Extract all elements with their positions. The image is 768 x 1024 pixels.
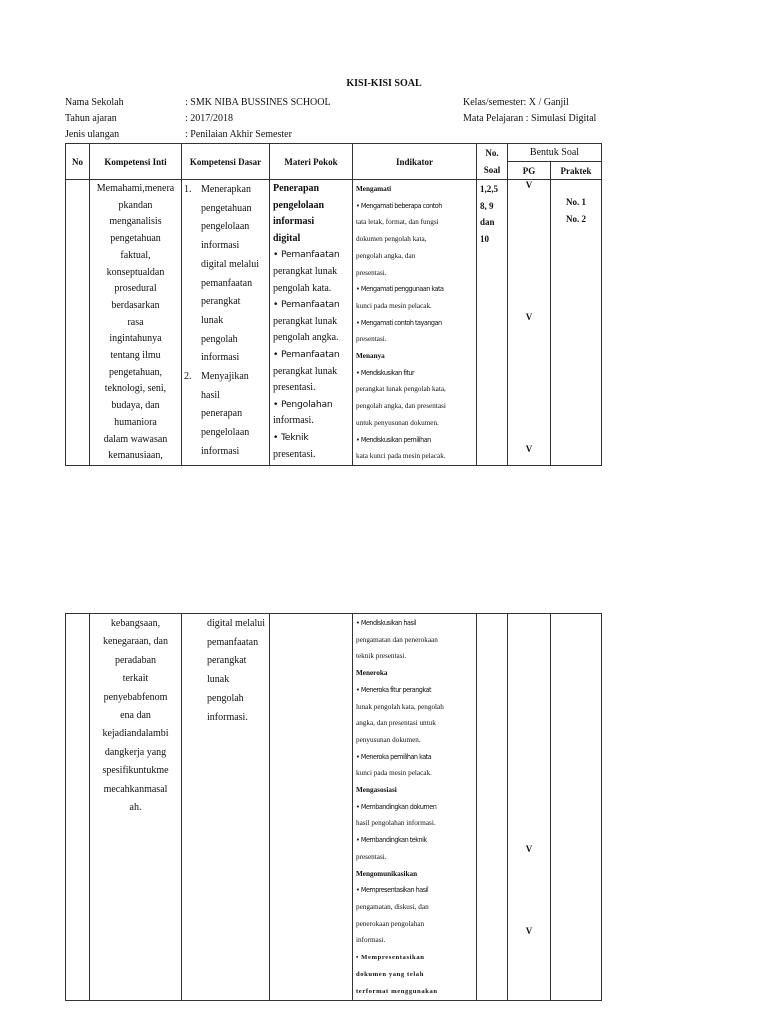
pg-mark: V: [525, 844, 533, 854]
indikator-cell: [353, 180, 477, 466]
indikator-line: • Mengamati beberapa contoh: [356, 200, 442, 210]
kompetensi-inti-line: mecahkanmasal: [103, 783, 168, 795]
indikator-line: • Mempresentasikan hasil: [356, 885, 429, 895]
kompetensi-dasar-line: hasil: [201, 389, 220, 401]
indikator-line: perangkat lunak pengolah kata,: [356, 385, 446, 394]
kompetensi-inti-cell: [90, 614, 182, 1001]
no-cell: [66, 180, 90, 466]
kompetensi-dasar-line: pengelolaan: [201, 221, 250, 233]
header-praktek: Praktek: [551, 162, 602, 180]
header-no-soal: [477, 144, 508, 180]
kompetensi-inti-line: spesifikuntukme: [102, 765, 169, 777]
praktek-line: No. 1: [566, 197, 586, 207]
indikator-line: hasil pengolahan informasi.: [356, 819, 436, 828]
indikator-line: lunak pengolah kata, pengolah: [356, 702, 444, 711]
indikator-section-title: Mengomunikasikan: [356, 869, 418, 878]
kisi-table-1: [65, 143, 602, 466]
info-values: [185, 95, 331, 143]
materi-pokok-bullet: • Pemanfaatan: [273, 299, 340, 311]
kompetensi-inti-line: konseptualdan: [106, 266, 165, 278]
praktek-cell: [551, 614, 602, 1001]
mata-pelajaran: Mata Pelajaran : Simulasi Digital: [463, 113, 597, 124]
kompetensi-inti-line: teknologi, seni,: [104, 383, 167, 395]
no-soal-line: 10: [480, 233, 489, 244]
materi-pokok-cell: [270, 614, 353, 1001]
materi-pokok-line: perangkat lunak: [273, 365, 338, 377]
indikator-line: penerokaan pengolahan: [356, 919, 425, 928]
kompetensi-inti-line: faktual,: [120, 249, 151, 261]
kompetensi-inti-line: pengetahuan,: [108, 366, 163, 378]
kompetensi-inti-line: pkandan: [118, 199, 153, 211]
kompetensi-inti-line: budaya, dan: [111, 400, 160, 412]
kompetensi-dasar-line: pengolah: [207, 692, 244, 704]
indikator-line: presentasi.: [356, 852, 387, 861]
page-title: KISI-KISI SOAL: [346, 78, 422, 89]
indikator-line: dokumen yang telah: [356, 971, 424, 979]
jenis-ulangan-label: Jenis ulangan: [65, 129, 120, 140]
kompetensi-dasar-line: digital melalui: [207, 618, 266, 629]
indikator-line: untuk penyusunan dokumen.: [356, 418, 439, 427]
kompetensi-inti-line: ena dan: [120, 710, 151, 722]
indikator-line: • Meneroka fitur perangkat: [356, 684, 432, 694]
indikator-line: pengolah angka, dan: [356, 251, 416, 260]
indikator-line: pengamatan, diskusi, dan: [356, 902, 429, 911]
kompetensi-dasar-line: pengolah: [201, 333, 238, 345]
kompetensi-dasar-line: informasi: [201, 445, 240, 457]
kelas-semester: Kelas/semester: X / Ganjil: [463, 97, 569, 108]
kompetensi-inti-line: Memahami,menera: [96, 183, 175, 194]
indikator-line: • Membandingkan teknik: [356, 835, 427, 845]
kompetensi-inti-line: kemanusiaan,: [108, 450, 163, 462]
kompetensi-inti-line: dangkerja yang: [104, 746, 167, 758]
indikator-line: • Mendiskusikan pemilihan: [356, 434, 431, 444]
materi-pokok-heading-line: Penerapan: [273, 183, 320, 194]
indikator-line: • Membandingkan dokumen: [356, 801, 437, 811]
indikator-line: kunci pada mesin pelacak.: [356, 301, 432, 310]
kompetensi-dasar-cell: [182, 614, 270, 1001]
materi-pokok-line: perangkat lunak: [273, 265, 338, 277]
kd-item-1-number: 1.: [184, 184, 192, 195]
materi-pokok-line: presentasi.: [273, 382, 316, 394]
indikator-line: • Mempresentasikan: [356, 954, 425, 962]
materi-pokok-line: informasi.: [273, 415, 314, 427]
indikator-section-title: Mengamati: [356, 185, 392, 193]
kisi-table-2: [65, 613, 602, 1001]
materi-pokok-line: pengolah angka.: [273, 332, 339, 344]
kompetensi-dasar-line: digital melalui: [201, 258, 260, 270]
pg-mark: V: [525, 180, 533, 190]
indikator-line: informasi.: [356, 936, 386, 945]
kompetensi-inti-line: prosedural: [114, 283, 157, 295]
indikator-line: tata letak, format, dan fungsi: [356, 218, 439, 227]
kompetensi-inti-line: pengetahuan: [110, 233, 161, 245]
kompetensi-dasar-line: perangkat: [207, 655, 247, 667]
indikator-line: kunci pada mesin pelacak.: [356, 769, 432, 778]
kompetensi-inti-line: berdasarkan: [111, 299, 160, 311]
kompetensi-inti-line: ingintahunya: [109, 333, 162, 345]
pg-cell: [508, 180, 551, 466]
kompetensi-dasar-line: pemanfaatan: [207, 636, 259, 648]
info-right: [463, 95, 596, 127]
kompetensi-dasar-line: perangkat: [201, 296, 241, 308]
indikator-line: presentasi.: [356, 268, 387, 277]
no-soal-line: 8, 9: [480, 200, 494, 211]
pg-cell: [508, 614, 551, 1001]
info-labels: [65, 95, 124, 143]
header-kompetensi-dasar: Kompetensi Dasar: [182, 144, 270, 180]
tahun-ajaran-value: : 2017/2018: [185, 113, 234, 124]
materi-pokok-heading-line: digital: [273, 232, 301, 244]
header-bentuk-soal: Bentuk Soal: [508, 144, 602, 162]
indikator-line: dokumen pengolah kata,: [356, 235, 427, 244]
materi-pokok-line: presentasi.: [273, 448, 316, 460]
materi-pokok-heading-line: pengelolaan: [273, 199, 325, 211]
pg-mark: V: [525, 926, 533, 936]
kompetensi-inti-line: ah.: [129, 802, 142, 814]
kompetensi-dasar-line: informasi: [201, 240, 240, 252]
pg-mark: V: [525, 444, 533, 454]
materi-pokok-line: perangkat lunak: [273, 315, 338, 327]
kompetensi-inti-line: menganalisis: [109, 216, 162, 228]
indikator-line: • Mendiskusikan hasil: [356, 618, 416, 627]
indikator-line: presentasi.: [356, 335, 387, 344]
pg-mark: V: [525, 312, 533, 322]
kompetensi-dasar-line: lunak: [207, 674, 230, 686]
indikator-line: • Mengamati penggunaan kata: [356, 284, 444, 294]
materi-pokok-cell: [270, 180, 353, 466]
kompetensi-dasar-line: penerapan: [201, 408, 243, 420]
kompetensi-inti-line: terkait: [122, 673, 149, 685]
kompetensi-inti-cell: [90, 180, 182, 466]
kd-item-2: [182, 368, 269, 462]
tahun-ajaran-label: Tahun ajaran: [65, 113, 117, 124]
header-pg: PG: [508, 162, 551, 180]
materi-pokok-bullet: • Pemanfaatan: [273, 348, 340, 360]
kompetensi-inti-line: dalam wawasan: [103, 433, 168, 445]
kompetensi-inti-line: humaniora: [114, 416, 157, 428]
indikator-line: pengamatan dan penerokaan: [356, 635, 438, 644]
kompetensi-dasar-cell: [182, 180, 270, 466]
kompetensi-inti-line: rasa: [127, 316, 144, 328]
header-indikator: Indikator: [353, 144, 477, 180]
header-no-soal-line1: No.: [485, 147, 499, 158]
kompetensi-inti-line: tentang ilmu: [110, 350, 161, 362]
indikator-line: • Mengamati contoh tayangan: [356, 317, 442, 327]
kd-item-1: [182, 181, 269, 368]
materi-pokok-line: pengolah kata.: [273, 282, 332, 294]
indikator-line: teknik presentasi.: [356, 652, 407, 661]
kompetensi-inti-line: peradaban: [114, 654, 157, 666]
materi-pokok-bullet: • Teknik: [273, 431, 309, 443]
kompetensi-dasar-line: Menyajikan: [201, 371, 249, 383]
header-no: No: [66, 144, 90, 180]
indikator-line: penyusunan dokumen.: [356, 735, 421, 744]
kompetensi-dasar-line: pemanfaatan: [201, 277, 253, 289]
no-cell: [66, 614, 90, 1001]
kompetensi-inti-line: kenegaraan, dan: [103, 636, 168, 648]
indikator-cell: [353, 614, 477, 1001]
indikator-section-title: Menanya: [356, 352, 385, 361]
praktek-cell: [551, 180, 602, 466]
materi-pokok-bullet: • Pemanfaatan: [273, 249, 340, 261]
no-soal-line: dan: [480, 217, 495, 227]
indikator-line: kata kunci pada mesin pelacak.: [356, 452, 446, 461]
nama-sekolah-value: : SMK NIBA BUSSINES SCHOOL: [185, 97, 331, 108]
nama-sekolah-label: Nama Sekolah: [65, 97, 124, 108]
indikator-line: angka, dan presentasi untuk: [356, 719, 436, 728]
header-materi-pokok: Materi Pokok: [270, 144, 353, 180]
header-no-soal-line2: Soal: [483, 164, 501, 175]
indikator-line: • Meneroka pemilihan kata: [356, 751, 432, 761]
praktek-line: No. 2: [566, 213, 586, 224]
kompetensi-dasar-line: informasi: [201, 352, 240, 364]
no-soal-cell: [477, 180, 508, 466]
header-kompetensi-inti: Kompetensi Inti: [90, 144, 182, 180]
materi-pokok-heading-line: informasi: [273, 216, 315, 228]
kompetensi-inti-line: kebangsaan,: [110, 618, 161, 629]
indikator-line: terformat menggunakan: [356, 988, 438, 996]
kompetensi-inti-line: kejadiandalambi: [102, 728, 169, 740]
materi-pokok-bullet: • Pengolahan: [273, 398, 333, 410]
kompetensi-inti-line: penyebabfenom: [103, 691, 168, 703]
jenis-ulangan-value: : Penilaian Akhir Semester: [185, 129, 292, 140]
indikator-line: pengolah angka, dan presentasi: [356, 402, 446, 411]
kompetensi-dasar-line: lunak: [201, 314, 224, 326]
kompetensi-dasar-line: informasi.: [207, 711, 248, 723]
indikator-section-title: Mengasosiasi: [356, 786, 397, 795]
kd-item-2-number: 2.: [184, 371, 192, 383]
indikator-line: • Mendiskusikan fitur: [356, 367, 415, 377]
kompetensi-dasar-line: pengelolaan: [201, 427, 250, 439]
kompetensi-dasar-line: Menerapkan: [201, 184, 251, 195]
indikator-section-title: Meneroka: [356, 669, 388, 678]
kompetensi-dasar-line: pengetahuan: [201, 202, 252, 214]
no-soal-cell: [477, 614, 508, 1001]
no-soal-line: 1,2,5: [480, 184, 498, 194]
